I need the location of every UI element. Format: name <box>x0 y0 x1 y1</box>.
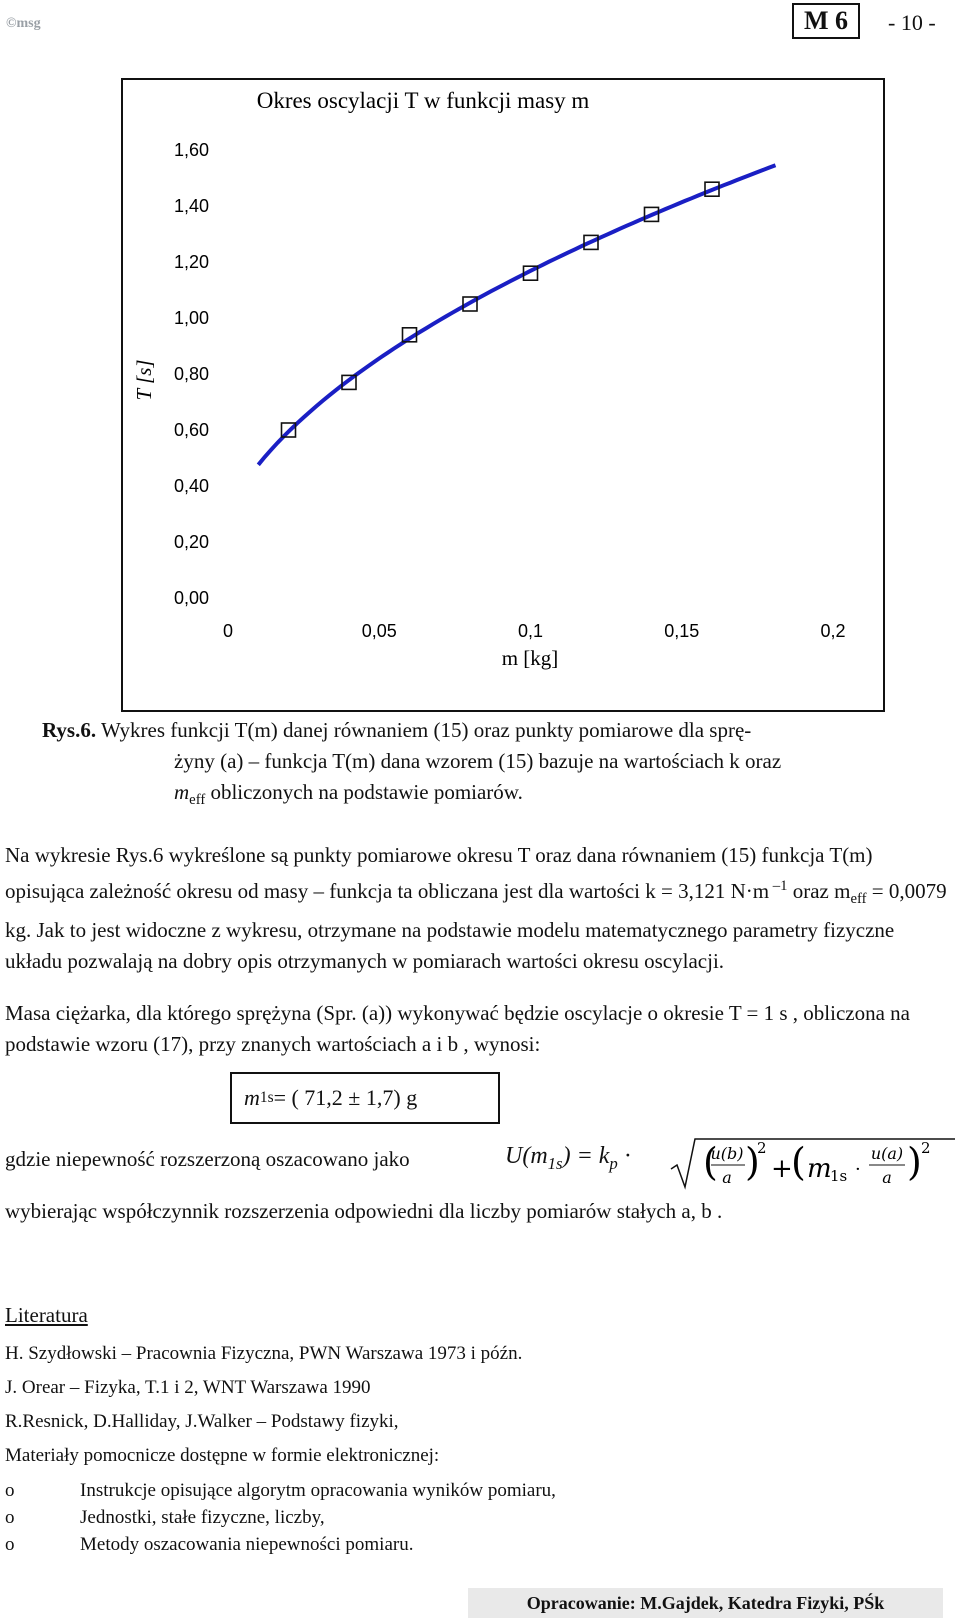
svg-text:+: + <box>771 1154 793 1184</box>
svg-text:u(b): u(b) <box>710 1144 744 1163</box>
caption-line-1: Wykres funkcji T(m) danej równaniem (15) oraz punkty pomiarowe dla sprę- <box>96 718 752 742</box>
x-tick-label: 0,05 <box>361 621 397 641</box>
svg-text:(: ( <box>703 1140 718 1184</box>
data-points-layer <box>282 182 720 437</box>
copyright-mark: ©msg <box>6 16 41 31</box>
paragraph-description: Na wykresie Rys.6 wykreślone są punkty pomiarowe okresu T oraz dana równaniem (15) funkcja T(m) opisująca zależność okresu od masy – funkcja ta obliczana jest dla wartości k = 3,121 N·m $^{-1}$ oraz $m_{eff} = 0,0079$ kg. Jak to jest widoczne z wykresu, otrzymane na podstawie modelu matematycznego parametry fizyczne układu pozwalają na dobry opis otrzymanych w pomiarach wartości okresu oscylacji. <box>5 843 947 974</box>
list-item: o Jednostki, stałe fizyczne, liczby, <box>5 1507 325 1528</box>
section-badge: M 6 <box>792 3 860 39</box>
svg-text:): ) <box>745 1140 760 1184</box>
y-tick-label: 1,40 <box>173 196 209 216</box>
chart-frame <box>121 78 885 712</box>
uncertainty-text: gdzie niepewność rozszerzoną oszacowano jako <box>5 1147 410 1171</box>
x-tick-label: 0,2 <box>820 621 846 641</box>
svg-text:(: ( <box>791 1140 806 1184</box>
x-tick-label: 0,15 <box>664 621 700 641</box>
y-tick-label: 0,40 <box>173 476 209 496</box>
chart-title: Okres oscylacji T w funkcji masy m <box>256 88 590 113</box>
sqrt-expression <box>667 1135 957 1195</box>
x-tick-label: 0 <box>222 621 234 641</box>
paragraph-coverage-factor: wybierając współczynnik rozszerzenia odpowiedni dla liczby pomiarów stałych a, b . <box>5 1199 723 1223</box>
y-tick-label: 1,00 <box>173 308 209 328</box>
x-tick-labels <box>223 621 846 641</box>
figure-caption <box>42 715 942 816</box>
svg-text:a: a <box>722 1168 732 1187</box>
y-tick-label: 1,60 <box>173 140 209 160</box>
literature-item: R.Resnick, D.Halliday, J.Walker – Podstawy fizyki, <box>5 1411 399 1432</box>
fit-curve <box>258 165 775 465</box>
list-item: o Metody oszacowania niepewności pomiaru. <box>5 1534 414 1555</box>
caption-label: Rys.6. <box>42 718 97 742</box>
y-tick-label: 0,60 <box>173 420 209 440</box>
list-item: o Instrukcje opisujące algorytm opracowania wyników pomiaru, <box>5 1480 556 1501</box>
y-tick-labels <box>174 140 209 608</box>
y-tick-label: 0,80 <box>173 364 209 384</box>
literature-item: Materiały pomocnicze dostępne w formie elektronicznej: <box>5 1445 440 1466</box>
period-mass-chart <box>123 80 883 710</box>
svg-text:2: 2 <box>921 1139 931 1157</box>
page-number: - 10 - <box>888 10 936 35</box>
uncertainty-expression <box>5 1135 955 1195</box>
x-tick-label: 0,1 <box>517 621 544 641</box>
footer-author: Opracowanie: M.Gajdek, Katedra Fizyki, PŚk <box>468 1588 943 1618</box>
svg-text:1s: 1s <box>830 1167 848 1185</box>
svg-text:2: 2 <box>757 1139 767 1157</box>
svg-text:a: a <box>882 1168 892 1187</box>
svg-text:u(a): u(a) <box>870 1144 904 1163</box>
y-tick-label: 0,00 <box>173 588 209 608</box>
y-axis-label: T [s] <box>132 359 156 401</box>
literature-item: J. Orear – Fizyka, T.1 i 2, WNT Warszawa 1990 <box>5 1377 371 1398</box>
uncertainty-formula-lhs: $U(m_{1s}) = k_p$ · <box>505 1143 632 1173</box>
y-tick-label: 0,20 <box>173 532 209 552</box>
svg-text:m: m <box>807 1154 832 1184</box>
caption-line-3: $m_{eff}$ obliczonych na podstawie pomiarów. <box>174 780 523 809</box>
fit-curve-layer <box>258 165 775 465</box>
paragraph-mass: Masa ciężarka, dla którego sprężyna (Spr. (a)) wykonywać będzie oscylacje o okresie T = 1 s , obliczona na podstawie wzoru (17), przy znanych wartościach a i b , wynosi: <box>5 1001 910 1056</box>
literature-heading: Literatura <box>5 1303 88 1327</box>
x-axis-label: m [kg] <box>501 646 559 670</box>
result-formula-box: m 1s = ( 71,2 ± 1,7) g <box>230 1072 500 1124</box>
svg-text:·: · <box>855 1159 861 1180</box>
literature-item: H. Szydłowski – Pracownia Fizyczna, PWN Warszawa 1973 i późn. <box>5 1343 523 1364</box>
caption-line-2: żyny (a) – funkcja T(m) dana wzorem (15) bazuje na wartościach k oraz <box>174 749 782 773</box>
svg-text:): ) <box>907 1140 922 1184</box>
y-tick-label: 1,20 <box>173 252 209 272</box>
